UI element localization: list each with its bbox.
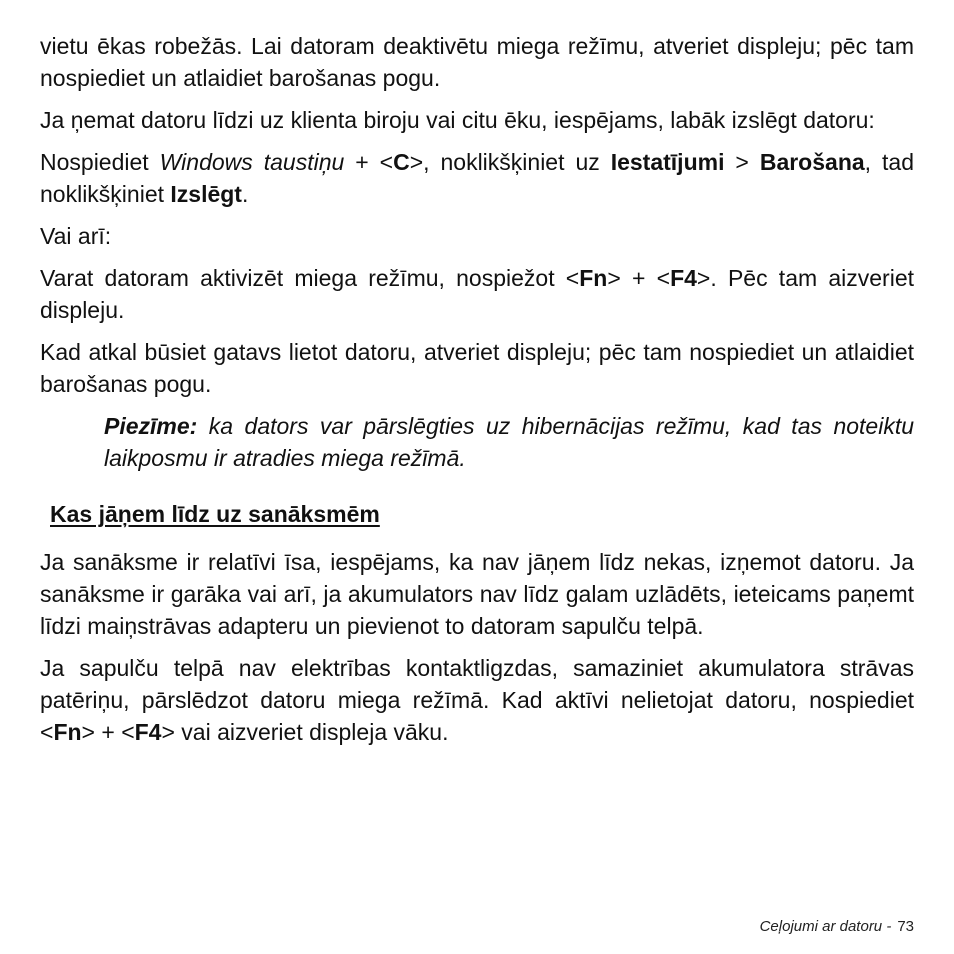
section-heading: Kas jāņem līdz uz sanāksmēm xyxy=(50,501,380,527)
text-run: > + < xyxy=(81,719,135,745)
page-footer xyxy=(760,918,914,935)
note-text: ka dators var pārslēgties uz hibernācijas režīmu, kad tas noteiktu laikposmu ir atradies miega režīmā. xyxy=(104,413,914,471)
footer-chapter-title: Ceļojumi ar datoru - xyxy=(759,918,892,935)
paragraph-meeting-short: Ja sanāksme ir relatīvi īsa, iespējams, ka nav jāņem līdz nekas, izņemot datoru. Ja sanāksme ir garāka vai arī, ja akumulators nav līdz galam uzlādēts, ieteicams paņemt līdzi maiņstrāvas adapteru un pievienot to datoram sapulču telpā. xyxy=(40,549,914,639)
text-run: > xyxy=(724,149,760,175)
text-run: + < xyxy=(344,149,394,175)
page-content xyxy=(40,30,914,758)
key-fn: Fn xyxy=(579,265,608,291)
windows-key-term: Windows taustiņu xyxy=(159,149,345,175)
page-number: 73 xyxy=(897,918,914,935)
key-f4: F4 xyxy=(670,265,697,291)
text-run: > + < xyxy=(607,265,671,291)
paragraph-turn-off-intro: Ja ņemat datoru līdzi uz klienta biroju vai citu ēku, iespējams, labāk izslēgt datoru: xyxy=(40,107,875,133)
note xyxy=(104,410,914,474)
text-run: > vai aizveriet displeja vāku. xyxy=(161,719,449,745)
paragraph-meeting-no-outlet xyxy=(40,652,914,748)
shutdown-term: Izslēgt xyxy=(170,181,242,207)
key-c: C xyxy=(393,149,410,175)
text-run: Varat datoram aktivizēt miega režīmu, nospiežot < xyxy=(40,265,580,291)
text-run: Ja sapulču telpā nav elektrības kontaktligzdas, samaziniet akumulatora strāvas patēriņu, pārslēdzot datoru miega režīmā. Kad aktīvi nelietojat datoru, nospiediet < xyxy=(40,655,914,745)
text-run: . xyxy=(241,181,249,207)
paragraph-sleep-shortcut xyxy=(40,262,914,326)
text-run: >. Pēc tam aizveriet displeju. xyxy=(40,265,915,323)
paragraph-shutdown-steps xyxy=(40,146,914,210)
paragraph-sleep-wake: vietu ēkas robežās. Lai datoram deaktivētu miega režīmu, atveriet displeju; pēc tam nospiediet un atlaidiet barošanas pogu. xyxy=(40,33,914,91)
note-label: Piezīme: xyxy=(104,413,198,439)
paragraph-or: Vai arī: xyxy=(40,223,112,249)
text-run: >, noklikšķiniet uz xyxy=(409,149,611,175)
key-fn: Fn xyxy=(53,719,82,745)
paragraph-resume: Kad atkal būsiet gatavs lietot datoru, atveriet displeju; pēc tam nospiediet un atlaidiet barošanas pogu. xyxy=(40,339,914,397)
power-term: Barošana xyxy=(759,149,865,175)
settings-term: Iestatījumi xyxy=(610,149,725,175)
key-f4: F4 xyxy=(134,719,162,745)
text-run: , tad noklikšķiniet xyxy=(40,149,914,207)
text-run: Nospiediet xyxy=(40,149,160,175)
